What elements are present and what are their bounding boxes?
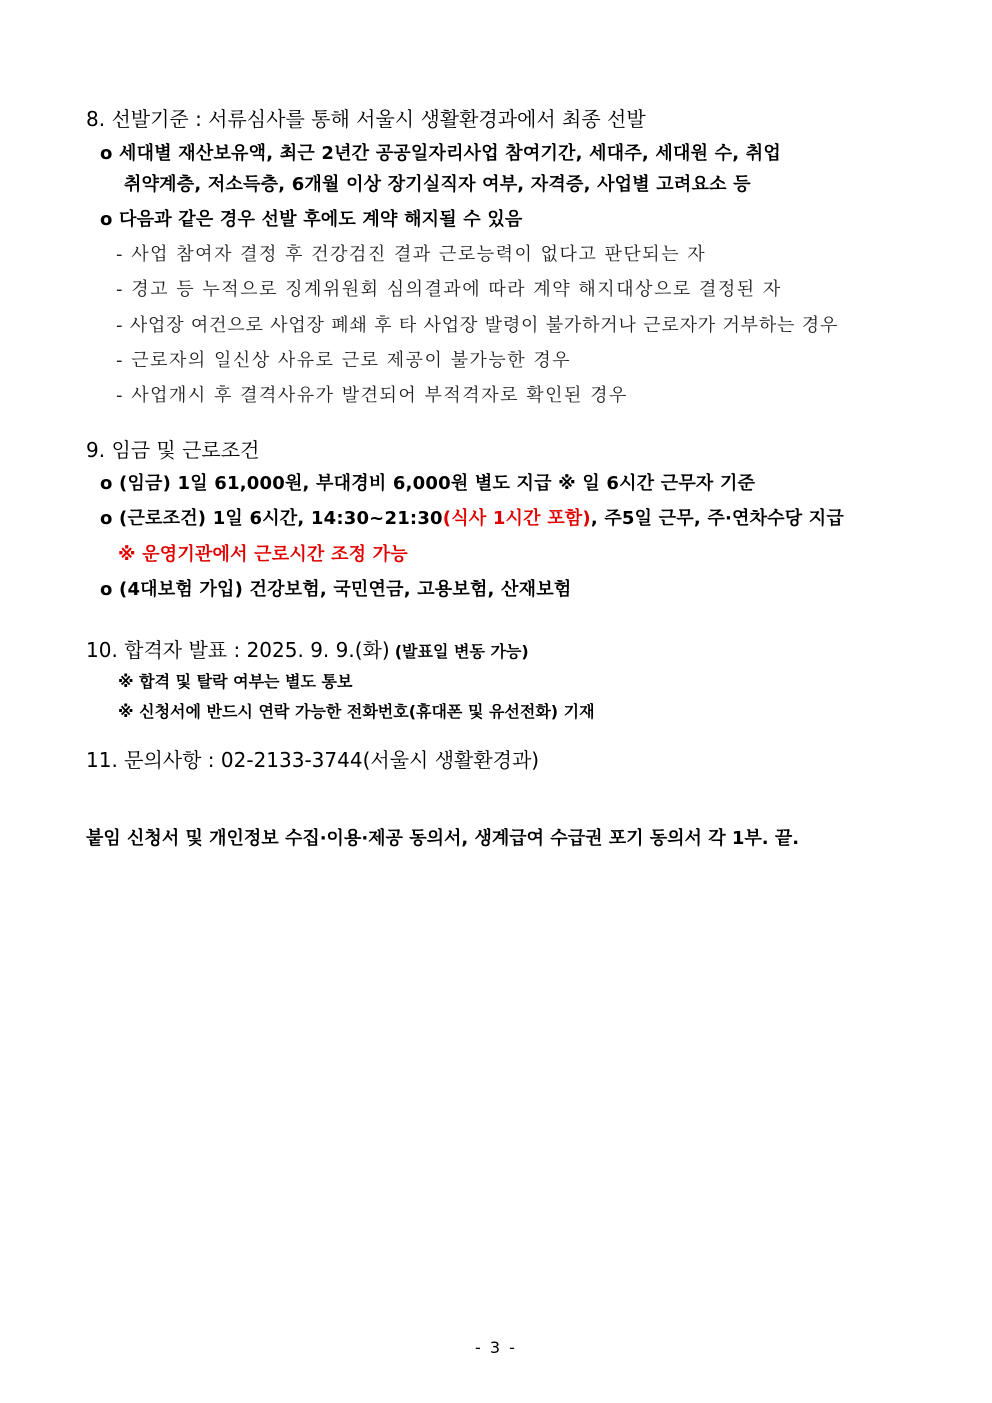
dash-item: - 경고 등 누적으로 징계위원회 심의결과에 따라 계약 해지대상으로 결정된 자 (116, 279, 782, 300)
section-10-note-1: ※ 합격 및 탈락 여부는 별도 통보 (118, 672, 353, 691)
insurance-item: o (4대보험 가입) 건강보험, 국민연금, 고용보험, 산재보험 (100, 579, 572, 600)
section-8-item-1-line-2: 취약계층, 저소득층, 6개월 이상 장기실직자 여부, 자격증, 사업별 고려요소 등 (124, 174, 751, 195)
section-9-heading: 9. 임금 및 근로조건 (86, 438, 260, 462)
attachment-line: 붙임 신청서 및 개인정보 수집·이용·제공 동의서, 생계급여 수급권 포기 동의서 각 1부. 끝. (86, 828, 800, 849)
section-10-heading (86, 634, 529, 663)
announcement-date: 10. 합격자 발표 : 2025. 9. 9.(화) (86, 638, 390, 662)
section-8-heading: 8. 선발기준 : 서류심사를 통해 서울시 생활환경과에서 최종 선발 (86, 107, 646, 131)
page-number: - 3 - (475, 1338, 517, 1357)
dash-item: - 사업장 여건으로 사업장 폐쇄 후 타 사업장 발령이 불가하거나 근로자가 거부하는 경우 (116, 315, 839, 336)
work-condition-item (100, 504, 844, 530)
dash-item: - 사업개시 후 결격사유가 발견되어 부적격자로 확인된 경우 (116, 385, 628, 406)
wage-item: o (임금) 1일 61,000원, 부대경비 6,000원 별도 지급 ※ 일 6시간 근무자 기준 (100, 473, 756, 494)
section-8-item-1-line-1: o 세대별 재산보유액, 최근 2년간 공공일자리사업 참여기간, 세대주, 세대원 수, 취업 (100, 143, 781, 164)
dash-item: - 근로자의 일신상 사유로 근로 제공이 불가능한 경우 (116, 350, 572, 371)
section-8-item-2: o 다음과 같은 경우 선발 후에도 계약 해지될 수 있음 (100, 209, 523, 230)
dash-item: - 사업 참여자 결정 후 건강검진 결과 근로능력이 없다고 판단되는 자 (116, 244, 707, 265)
section-11-heading: 11. 문의사항 : 02-2133-3744(서울시 생활환경과) (86, 748, 540, 772)
work-condition-text-rest: , 주5일 근무, 주·연차수당 지급 (590, 508, 844, 529)
work-condition-text: o (근로조건) 1일 6시간, 14:30~21:30 (100, 508, 443, 529)
section-10-note-2: ※ 신청서에 반드시 연락 가능한 전화번호(휴대폰 및 유선전화) 기재 (118, 702, 595, 721)
announcement-date-note: (발표일 변동 가능) (394, 642, 529, 661)
meal-time-note: (식사 1시간 포함) (442, 508, 591, 529)
work-hours-adjust-note: ※ 운영기관에서 근로시간 조정 가능 (118, 544, 408, 565)
